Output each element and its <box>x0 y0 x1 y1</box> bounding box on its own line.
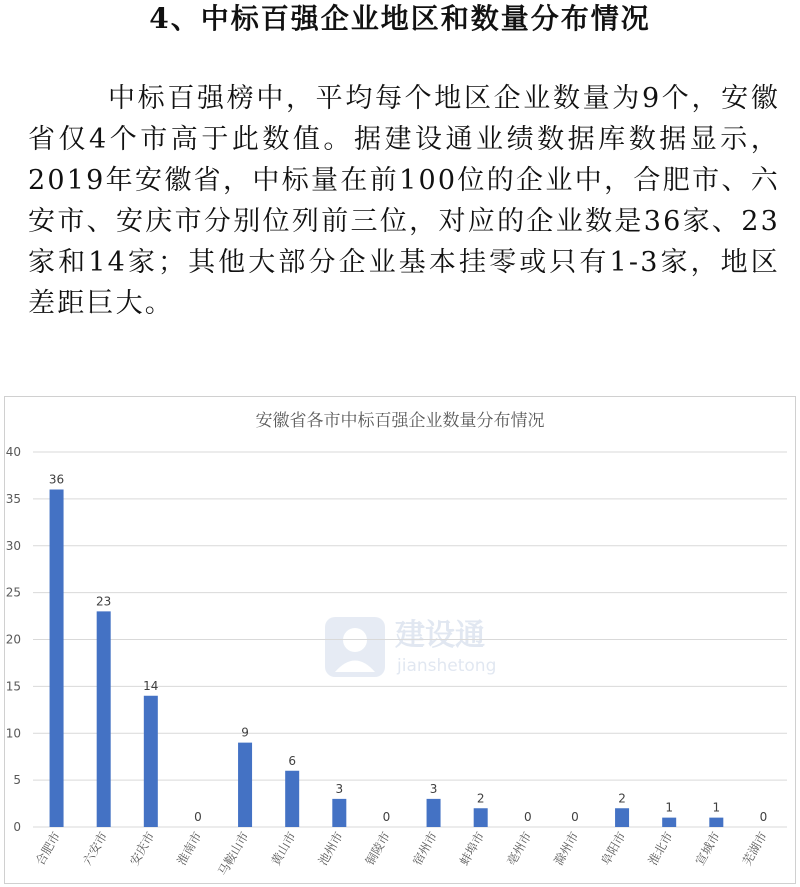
data-label: 1 <box>665 800 674 815</box>
x-axis-ticks <box>32 829 770 878</box>
data-label: 1 <box>712 800 721 815</box>
y-tick-label: 25 <box>5 585 21 600</box>
y-tick-label: 30 <box>5 538 21 553</box>
y-tick-label: 5 <box>13 773 21 788</box>
body-paragraph: 中标百强榜中，平均每个地区企业数量为9个，安徽省仅4个市高于此数值。据建设通业绩数据库数据显示，2019年安徽省，中标量在前100位的企业中，合肥市、六安市、安庆市分别位列前三位，对应的企业数是36家、23家和14家；其他大部分企业基本挂零或只有1-3家，地区差距巨大。 <box>28 83 780 319</box>
watermark-brand: 建设通 <box>395 618 485 653</box>
data-label: 3 <box>429 781 438 796</box>
data-label: 0 <box>523 810 532 824</box>
y-tick-label: 0 <box>13 820 21 834</box>
x-tick-label: 宿州市 <box>410 829 441 868</box>
bar <box>144 696 158 827</box>
x-tick-label: 淮南市 <box>174 829 205 868</box>
x-tick-label: 芜湖市 <box>739 829 771 868</box>
bar <box>97 611 111 827</box>
data-label: 6 <box>288 753 297 768</box>
bar <box>332 799 346 827</box>
data-label: 23 <box>96 594 112 609</box>
y-tick-label: 40 <box>5 445 21 459</box>
x-tick-label: 黄山市 <box>268 829 299 868</box>
y-tick-label: 20 <box>5 632 21 647</box>
x-tick-label: 安庆市 <box>127 829 158 868</box>
y-tick-label: 35 <box>5 491 21 506</box>
x-tick-label: 蚌埠市 <box>457 829 488 868</box>
bar <box>285 771 299 827</box>
x-tick-label: 宣城市 <box>692 829 723 868</box>
bar-chart <box>5 397 795 883</box>
data-label: 2 <box>618 791 626 806</box>
bars <box>50 490 724 828</box>
bar <box>238 743 252 827</box>
chart-title: 安徽省各市中标百强企业数量分布情况 <box>255 411 545 431</box>
y-axis-ticks <box>6 445 21 834</box>
x-tick-label: 阜阳市 <box>598 829 629 868</box>
y-tick-label: 15 <box>5 679 21 694</box>
data-label: 0 <box>759 810 768 824</box>
x-tick-label: 六安市 <box>80 829 111 868</box>
bar <box>474 808 488 827</box>
x-tick-label: 马鞍山市 <box>215 829 252 879</box>
x-tick-label: 合肥市 <box>33 829 64 868</box>
x-tick-label: 淮北市 <box>645 829 676 868</box>
section-heading: 4、中标百强企业地区和数量分布情况 <box>149 2 651 35</box>
x-tick-label: 滁州市 <box>551 829 582 868</box>
bar <box>427 799 441 827</box>
bar <box>615 808 629 827</box>
x-tick-label: 铜陵市 <box>362 829 394 868</box>
x-tick-label: 亳州市 <box>504 829 535 868</box>
data-label: 0 <box>194 810 202 824</box>
watermark-sub: jianshetong <box>397 656 497 676</box>
x-tick-label: 池州市 <box>315 829 346 868</box>
data-label: 2 <box>476 791 485 806</box>
bar <box>50 490 64 828</box>
data-label: 3 <box>335 781 344 796</box>
y-tick-label: 10 <box>5 726 21 741</box>
data-label: 0 <box>571 810 579 824</box>
data-label: 36 <box>48 472 65 487</box>
chart-frame <box>4 396 796 884</box>
data-label: 0 <box>382 810 391 824</box>
data-label: 14 <box>143 678 159 693</box>
data-label: 9 <box>241 725 249 740</box>
bar <box>662 818 676 827</box>
bar <box>709 818 723 827</box>
watermark-logo <box>325 617 496 677</box>
